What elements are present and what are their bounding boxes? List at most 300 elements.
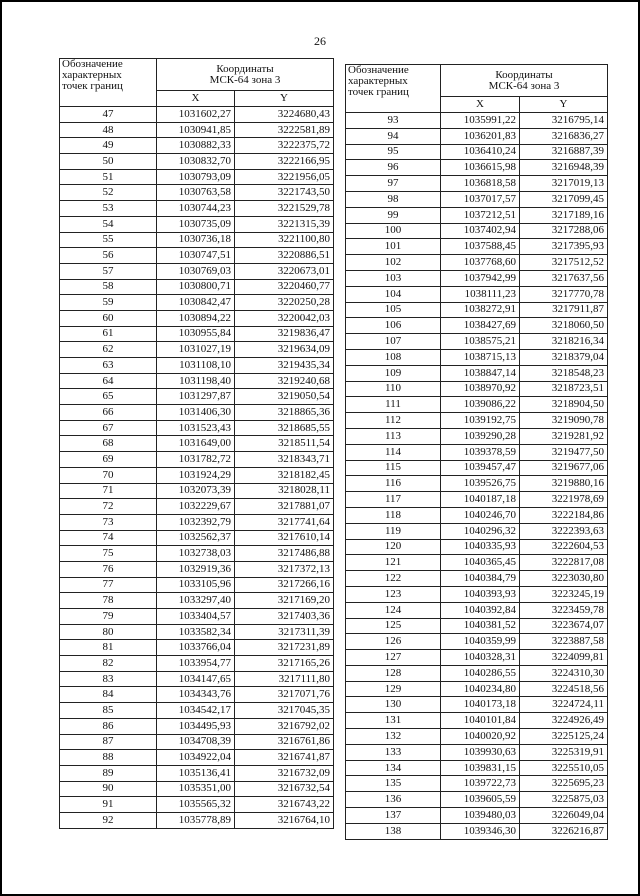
point-number-cell: 138: [346, 823, 441, 839]
x-coordinate-cell: 1033404,57: [157, 609, 235, 625]
y-coordinate-cell: 3221529,78: [235, 201, 334, 217]
x-coordinate-cell: 1031108,10: [157, 358, 235, 374]
y-coordinate-cell: 3216761,86: [235, 734, 334, 750]
table-row: [60, 107, 334, 123]
y-coordinate-cell: 3221978,69: [520, 492, 608, 508]
table-row: [60, 232, 334, 248]
x-coordinate-cell: 1030744,23: [157, 201, 235, 217]
y-coordinate-cell: 3216743,22: [235, 797, 334, 813]
x-coordinate-cell: 1040392,84: [441, 602, 520, 618]
y-coordinate-cell: 3220042,03: [235, 310, 334, 326]
point-number-cell: 58: [60, 279, 157, 295]
table-row: [346, 302, 608, 318]
table-row: [346, 444, 608, 460]
y-coordinate-cell: 3217403,36: [235, 609, 334, 625]
y-coordinate-cell: 3217231,89: [235, 640, 334, 656]
point-number-cell: 124: [346, 602, 441, 618]
table-row: [60, 248, 334, 264]
x-coordinate-cell: 1040384,79: [441, 571, 520, 587]
point-number-cell: 60: [60, 310, 157, 326]
table-row: [60, 420, 334, 436]
point-number-cell: 56: [60, 248, 157, 264]
table-row: [346, 681, 608, 697]
x-coordinate-cell: 1032073,39: [157, 483, 235, 499]
table-row: [60, 326, 334, 342]
x-coordinate-cell: 1037942,99: [441, 270, 520, 286]
table-row: [60, 609, 334, 625]
coordinates-header: Координаты МСК-64 зона 3: [157, 59, 334, 91]
table-row: [346, 460, 608, 476]
table-row: [60, 499, 334, 515]
point-number-cell: 57: [60, 263, 157, 279]
table-row: [60, 122, 334, 138]
table-row: [346, 397, 608, 413]
point-number-cell: 53: [60, 201, 157, 217]
point-number-cell: 116: [346, 476, 441, 492]
table-row: [346, 113, 608, 129]
table-row: [346, 602, 608, 618]
point-number-cell: 95: [346, 144, 441, 160]
table-row: [60, 577, 334, 593]
y-coordinate-cell: 3220460,77: [235, 279, 334, 295]
y-coordinate-cell: 3217288,06: [520, 223, 608, 239]
x-coordinate-cell: 1030832,70: [157, 154, 235, 170]
point-number-cell: 48: [60, 122, 157, 138]
table-row: [60, 201, 334, 217]
point-number-cell: 93: [346, 113, 441, 129]
y-coordinate-cell: 3217111,80: [235, 671, 334, 687]
x-coordinate-cell: 1035778,89: [157, 812, 235, 828]
point-number-cell: 65: [60, 389, 157, 405]
point-number-cell: 68: [60, 436, 157, 452]
point-number-cell: 113: [346, 428, 441, 444]
table-row: [60, 812, 334, 828]
table-row: [346, 223, 608, 239]
y-coordinate-cell: 3217169,20: [235, 593, 334, 609]
table-row: [60, 452, 334, 468]
table-row: [346, 618, 608, 634]
y-coordinate-cell: 3221100,80: [235, 232, 334, 248]
y-coordinate-cell: 3222604,53: [520, 539, 608, 555]
table-row: [60, 358, 334, 374]
point-number-cell: 99: [346, 207, 441, 223]
y-coordinate-cell: 3217071,76: [235, 687, 334, 703]
point-number-cell: 85: [60, 703, 157, 719]
table-row: [346, 650, 608, 666]
table-row: [346, 334, 608, 350]
point-number-cell: 52: [60, 185, 157, 201]
point-number-cell: 55: [60, 232, 157, 248]
table-row: [346, 365, 608, 381]
x-coordinate-cell: 1038427,69: [441, 318, 520, 334]
x-coordinate-cell: 1039457,47: [441, 460, 520, 476]
page-number: 26: [314, 34, 326, 48]
y-coordinate-cell: 3217610,14: [235, 530, 334, 546]
x-coordinate-cell: 1030800,71: [157, 279, 235, 295]
y-column-header: Y: [235, 91, 334, 107]
table-row: [346, 144, 608, 160]
point-number-cell: 107: [346, 334, 441, 350]
y-coordinate-cell: 3225695,23: [520, 776, 608, 792]
y-coordinate-cell: 3218343,71: [235, 452, 334, 468]
table-row: [60, 593, 334, 609]
y-coordinate-cell: 3218904,50: [520, 397, 608, 413]
x-coordinate-cell: 1032229,67: [157, 499, 235, 515]
point-number-cell: 103: [346, 270, 441, 286]
table-row: [60, 546, 334, 562]
y-coordinate-cell: 3222375,72: [235, 138, 334, 154]
table-row: [346, 744, 608, 760]
table-row: [346, 286, 608, 302]
x-coordinate-cell: 1039480,03: [441, 808, 520, 824]
point-number-cell: 79: [60, 609, 157, 625]
x-coordinate-cell: 1040020,92: [441, 729, 520, 745]
x-coordinate-cell: 1040365,45: [441, 555, 520, 571]
y-coordinate-cell: 3221315,39: [235, 216, 334, 232]
x-coordinate-cell: 1034343,76: [157, 687, 235, 703]
point-number-cell: 119: [346, 523, 441, 539]
y-coordinate-cell: 3219281,92: [520, 428, 608, 444]
y-coordinate-cell: 3217165,26: [235, 656, 334, 672]
point-number-cell: 109: [346, 365, 441, 381]
x-coordinate-cell: 1030941,85: [157, 122, 235, 138]
x-coordinate-cell: 1039722,73: [441, 776, 520, 792]
table-row: [346, 808, 608, 824]
x-coordinate-cell: 1034542,17: [157, 703, 235, 719]
y-coordinate-cell: 3225875,03: [520, 792, 608, 808]
point-number-cell: 102: [346, 255, 441, 271]
table-row: [60, 154, 334, 170]
y-coordinate-cell: 3216792,02: [235, 718, 334, 734]
y-coordinate-cell: 3219240,68: [235, 373, 334, 389]
point-number-cell: 94: [346, 128, 441, 144]
y-coordinate-cell: 3225125,24: [520, 729, 608, 745]
x-coordinate-cell: 1040187,18: [441, 492, 520, 508]
table-row: [346, 255, 608, 271]
table-row: [346, 697, 608, 713]
point-number-cell: 100: [346, 223, 441, 239]
point-number-cell: 74: [60, 530, 157, 546]
y-coordinate-cell: 3220886,51: [235, 248, 334, 264]
y-coordinate-cell: 3224680,43: [235, 107, 334, 123]
x-coordinate-cell: 1039378,59: [441, 444, 520, 460]
y-coordinate-cell: 3221743,50: [235, 185, 334, 201]
point-number-cell: 137: [346, 808, 441, 824]
y-coordinate-cell: 3221956,05: [235, 169, 334, 185]
x-coordinate-cell: 1031924,29: [157, 467, 235, 483]
x-coordinate-cell: 1034922,04: [157, 750, 235, 766]
x-coordinate-cell: 1032392,79: [157, 514, 235, 530]
table-row: [346, 239, 608, 255]
y-coordinate-cell: 3217770,78: [520, 286, 608, 302]
x-coordinate-cell: 1035565,32: [157, 797, 235, 813]
y-coordinate-cell: 3219090,78: [520, 413, 608, 429]
x-coordinate-cell: 1033766,04: [157, 640, 235, 656]
x-coordinate-cell: 1034147,65: [157, 671, 235, 687]
y-coordinate-cell: 3224724,11: [520, 697, 608, 713]
x-coordinate-cell: 1031027,19: [157, 342, 235, 358]
y-coordinate-cell: 3217266,16: [235, 577, 334, 593]
x-coordinate-cell: 1038111,23: [441, 286, 520, 302]
table-row: [346, 823, 608, 839]
point-number-cell: 122: [346, 571, 441, 587]
y-coordinate-cell: 3216887,39: [520, 144, 608, 160]
x-coordinate-cell: 1030747,51: [157, 248, 235, 264]
table-row: [346, 428, 608, 444]
point-number-cell: 130: [346, 697, 441, 713]
y-coordinate-cell: 3218060,50: [520, 318, 608, 334]
table-row: [60, 373, 334, 389]
point-number-cell: 71: [60, 483, 157, 499]
point-number-cell: 90: [60, 781, 157, 797]
y-coordinate-cell: 3219634,09: [235, 342, 334, 358]
point-number-cell: 118: [346, 507, 441, 523]
y-coordinate-cell: 3217486,88: [235, 546, 334, 562]
y-coordinate-cell: 3218511,54: [235, 436, 334, 452]
table-row: [60, 216, 334, 232]
y-coordinate-cell: 3220673,01: [235, 263, 334, 279]
point-number-cell: 126: [346, 634, 441, 650]
y-coordinate-cell: 3218216,34: [520, 334, 608, 350]
point-number-cell: 92: [60, 812, 157, 828]
point-number-cell: 133: [346, 744, 441, 760]
x-coordinate-cell: 1031649,00: [157, 436, 235, 452]
table-row: [60, 734, 334, 750]
table-row: [60, 797, 334, 813]
y-coordinate-cell: 3217911,87: [520, 302, 608, 318]
x-column-header: X: [441, 97, 520, 113]
y-coordinate-cell: 3216948,39: [520, 160, 608, 176]
x-coordinate-cell: 1036201,83: [441, 128, 520, 144]
point-number-cell: 98: [346, 191, 441, 207]
table-row: [346, 413, 608, 429]
y-coordinate-cell: 3222184,86: [520, 507, 608, 523]
x-coordinate-cell: 1040296,32: [441, 523, 520, 539]
x-coordinate-cell: 1039831,15: [441, 760, 520, 776]
point-number-cell: 123: [346, 586, 441, 602]
y-coordinate-cell: 3218028,11: [235, 483, 334, 499]
coordinates-header: Координаты МСК-64 зона 3: [441, 65, 608, 97]
y-coordinate-cell: 3217372,13: [235, 561, 334, 577]
x-coordinate-cell: 1031782,72: [157, 452, 235, 468]
x-coordinate-cell: 1031297,87: [157, 389, 235, 405]
x-coordinate-cell: 1037768,60: [441, 255, 520, 271]
x-coordinate-cell: 1037402,94: [441, 223, 520, 239]
table-row: [346, 381, 608, 397]
x-coordinate-cell: 1040393,93: [441, 586, 520, 602]
x-coordinate-cell: 1040173,18: [441, 697, 520, 713]
point-number-cell: 101: [346, 239, 441, 255]
point-number-cell: 88: [60, 750, 157, 766]
point-number-cell: 69: [60, 452, 157, 468]
y-coordinate-cell: 3220250,28: [235, 295, 334, 311]
point-number-cell: 129: [346, 681, 441, 697]
y-coordinate-cell: 3225319,91: [520, 744, 608, 760]
y-coordinate-cell: 3219880,16: [520, 476, 608, 492]
table-row: [60, 483, 334, 499]
y-coordinate-cell: 3217741,64: [235, 514, 334, 530]
y-coordinate-cell: 3218182,45: [235, 467, 334, 483]
table-row: [60, 185, 334, 201]
table-row: [60, 514, 334, 530]
x-coordinate-cell: 1037588,45: [441, 239, 520, 255]
table-row: [346, 586, 608, 602]
point-number-cell: 66: [60, 405, 157, 421]
point-number-cell: 83: [60, 671, 157, 687]
point-number-cell: 54: [60, 216, 157, 232]
point-number-cell: 49: [60, 138, 157, 154]
point-number-cell: 80: [60, 624, 157, 640]
table-row: [346, 555, 608, 571]
x-coordinate-cell: 1038575,21: [441, 334, 520, 350]
x-coordinate-cell: 1040359,99: [441, 634, 520, 650]
point-number-cell: 86: [60, 718, 157, 734]
point-number-cell: 70: [60, 467, 157, 483]
y-coordinate-cell: 3218723,51: [520, 381, 608, 397]
point-number-cell: 75: [60, 546, 157, 562]
point-number-cell: 132: [346, 729, 441, 745]
point-number-cell: 104: [346, 286, 441, 302]
point-number-cell: 127: [346, 650, 441, 666]
table-row: [346, 713, 608, 729]
x-coordinate-cell: 1032919,36: [157, 561, 235, 577]
table-row: [60, 750, 334, 766]
x-coordinate-cell: 1032738,03: [157, 546, 235, 562]
point-number-cell: 111: [346, 397, 441, 413]
x-coordinate-cell: 1031602,27: [157, 107, 235, 123]
x-coordinate-cell: 1040246,70: [441, 507, 520, 523]
y-coordinate-cell: 3224099,81: [520, 650, 608, 666]
point-number-cell: 120: [346, 539, 441, 555]
x-coordinate-cell: 1040234,80: [441, 681, 520, 697]
y-coordinate-cell: 3217311,39: [235, 624, 334, 640]
table-row: [346, 507, 608, 523]
point-number-cell: 47: [60, 107, 157, 123]
point-number-cell: 81: [60, 640, 157, 656]
x-coordinate-cell: 1033582,34: [157, 624, 235, 640]
y-coordinate-cell: 3223887,58: [520, 634, 608, 650]
y-coordinate-cell: 3224926,49: [520, 713, 608, 729]
x-coordinate-cell: 1033954,77: [157, 656, 235, 672]
y-coordinate-cell: 3217395,93: [520, 239, 608, 255]
x-coordinate-cell: 1038970,92: [441, 381, 520, 397]
point-number-cell: 110: [346, 381, 441, 397]
x-coordinate-cell: 1039192,75: [441, 413, 520, 429]
x-coordinate-cell: 1039086,22: [441, 397, 520, 413]
point-number-cell: 105: [346, 302, 441, 318]
y-coordinate-cell: 3222393,63: [520, 523, 608, 539]
table-row: [60, 342, 334, 358]
x-coordinate-cell: 1030769,03: [157, 263, 235, 279]
y-coordinate-cell: 3216836,27: [520, 128, 608, 144]
x-coordinate-cell: 1038715,13: [441, 349, 520, 365]
x-coordinate-cell: 1037017,57: [441, 191, 520, 207]
point-number-cell: 87: [60, 734, 157, 750]
x-coordinate-cell: 1034495,93: [157, 718, 235, 734]
x-column-header: X: [157, 91, 235, 107]
coordinates-table-right: [345, 64, 608, 840]
x-coordinate-cell: 1032562,37: [157, 530, 235, 546]
point-number-cell: 78: [60, 593, 157, 609]
y-coordinate-cell: 3217637,56: [520, 270, 608, 286]
coordinates-table-left: [59, 58, 334, 829]
x-coordinate-cell: 1039346,30: [441, 823, 520, 839]
point-number-cell: 131: [346, 713, 441, 729]
x-coordinate-cell: 1030882,33: [157, 138, 235, 154]
point-number-cell: 72: [60, 499, 157, 515]
x-coordinate-cell: 1033105,96: [157, 577, 235, 593]
table-row: [60, 436, 334, 452]
x-coordinate-cell: 1039930,63: [441, 744, 520, 760]
point-number-cell: 77: [60, 577, 157, 593]
table-row: [346, 792, 608, 808]
x-coordinate-cell: 1030894,22: [157, 310, 235, 326]
point-number-cell: 91: [60, 797, 157, 813]
table-row: [60, 295, 334, 311]
table-row: [60, 263, 334, 279]
point-number-cell: 128: [346, 665, 441, 681]
point-number-cell: 50: [60, 154, 157, 170]
table-row: [60, 687, 334, 703]
table-row: [346, 539, 608, 555]
point-number-cell: 106: [346, 318, 441, 334]
y-coordinate-cell: 3223459,78: [520, 602, 608, 618]
table-row: [60, 640, 334, 656]
table-row: [346, 665, 608, 681]
point-number-cell: 59: [60, 295, 157, 311]
x-coordinate-cell: 1034708,39: [157, 734, 235, 750]
table-row: [346, 318, 608, 334]
point-number-cell: 134: [346, 760, 441, 776]
x-coordinate-cell: 1030842,47: [157, 295, 235, 311]
x-coordinate-cell: 1033297,40: [157, 593, 235, 609]
table-row: [346, 729, 608, 745]
table-row: [346, 476, 608, 492]
x-coordinate-cell: 1030763,58: [157, 185, 235, 201]
point-number-cell: 112: [346, 413, 441, 429]
table-row: [60, 169, 334, 185]
table-row: [346, 634, 608, 650]
table-row: [346, 207, 608, 223]
point-number-cell: 89: [60, 765, 157, 781]
document-page: [2, 2, 638, 894]
point-number-cell: 51: [60, 169, 157, 185]
point-number-cell: 82: [60, 656, 157, 672]
y-coordinate-cell: 3222581,89: [235, 122, 334, 138]
table-row: [346, 349, 608, 365]
y-coordinate-cell: 3217512,52: [520, 255, 608, 271]
x-coordinate-cell: 1031198,40: [157, 373, 235, 389]
x-coordinate-cell: 1031523,43: [157, 420, 235, 436]
table-row: [60, 671, 334, 687]
y-coordinate-cell: 3216795,14: [520, 113, 608, 129]
x-coordinate-cell: 1030736,18: [157, 232, 235, 248]
x-coordinate-cell: 1040101,84: [441, 713, 520, 729]
y-coordinate-cell: 3222166,95: [235, 154, 334, 170]
table-row: [60, 138, 334, 154]
x-coordinate-cell: 1035991,22: [441, 113, 520, 129]
table-row: [60, 656, 334, 672]
point-number-cell: 64: [60, 373, 157, 389]
table-row: [346, 160, 608, 176]
point-number-cell: 63: [60, 358, 157, 374]
table-row: [60, 530, 334, 546]
point-number-cell: 114: [346, 444, 441, 460]
y-coordinate-cell: 3224518,56: [520, 681, 608, 697]
table-row: [346, 270, 608, 286]
point-number-cell: 136: [346, 792, 441, 808]
table-row: [60, 389, 334, 405]
